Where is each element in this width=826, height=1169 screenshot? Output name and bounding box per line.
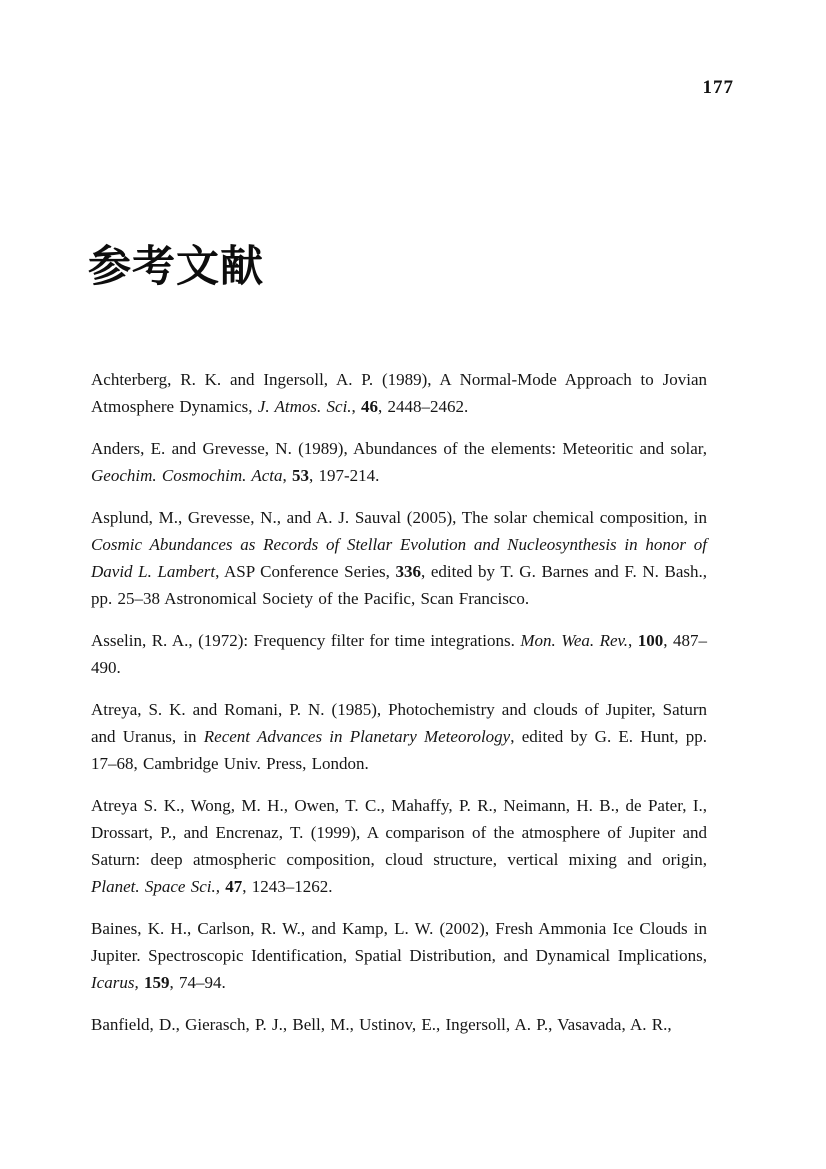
reference-text-normal: , edited by T. G. Barnes and F. N. Bash., pp. 25–38 Astronomical Society of the Pacific, Scan Francisco.: [91, 562, 707, 608]
reference-entry: [91, 366, 707, 420]
reference-text-normal: Banfield, D., Gierasch, P. J., Bell, M., Ustinov, E., Ingersoll, A. P., Vasavada, A. R.,: [91, 1015, 672, 1034]
reference-text-italic: Mon. Wea. Rev.: [520, 631, 629, 650]
reference-text-normal: Asplund, M., Grevesse, N., and A. J. Sauval (2005), The solar chemical composition, in: [91, 508, 707, 527]
reference-text-bold: 53: [292, 466, 309, 485]
reference-text-italic: Cosmic Abundances as Records of Stellar Evolution and Nucleosynthesis in honor of David L. Lambert: [91, 535, 707, 581]
reference-text-italic: Planet. Space Sci.,: [91, 877, 220, 896]
reference-text-normal: Achterberg, R. K. and Ingersoll, A. P. (1989), A Normal-Mode Approach to Jovian Atmosphere Dynamics,: [91, 370, 707, 416]
reference-text-bold: 100: [637, 631, 664, 650]
reference-text-normal: , 1243–1262.: [242, 877, 333, 896]
reference-text-normal: Atreya, S. K. and Romani, P. N. (1985), Photochemistry and clouds of Jupiter, Saturn and Uranus, in: [91, 700, 707, 746]
reference-text-normal: ,: [351, 397, 362, 416]
reference-text-normal: , edited by G. E. Hunt, pp. 17–68, Cambridge Univ. Press, London.: [91, 727, 708, 773]
reference-text-italic: J. Atmos. Sci.: [257, 397, 352, 416]
reference-text-normal: Anders, E. and Grevesse, N. (1989), Abundances of the elements: Meteoritic and solar,: [91, 439, 707, 458]
page-number: 177: [702, 77, 734, 98]
reference-text-normal: , 197-214.: [309, 466, 380, 485]
reference-text-normal: , ASP Conference Series,: [215, 562, 396, 581]
references-list: [91, 366, 707, 1038]
reference-text-italic: Recent Advances in Planetary Meteorology: [203, 727, 511, 746]
reference-text-normal: , 2448–2462.: [378, 397, 469, 416]
reference-text-bold: 46: [361, 397, 379, 416]
reference-text-bold: 159: [143, 973, 170, 992]
reference-text-normal: , 487–490.: [91, 631, 708, 677]
reference-text-normal: , 74–94.: [169, 973, 226, 992]
chapter-title: 参考文献: [88, 241, 264, 292]
reference-text-italic: Geochim. Cosmochim. Acta: [91, 466, 283, 485]
reference-text-normal: ,: [628, 631, 638, 650]
reference-text-bold: 47: [225, 877, 243, 896]
reference-text-normal: Atreya S. K., Wong, M. H., Owen, T. C., Mahaffy, P. R., Neimann, H. B., de Pater, I., Drossart, P., and Encrenaz, T. (1999), A comparison of the atmosphere of Jupiter and Saturn: deep atmospheric composition, cloud structure, vertical mixing and origin,: [91, 796, 707, 869]
reference-entry: [91, 435, 707, 489]
reference-entry: [91, 627, 707, 681]
reference-text-normal: ,: [282, 466, 292, 485]
reference-entry: [91, 504, 707, 612]
reference-text-bold: 336: [395, 562, 422, 581]
reference-entry: [91, 792, 707, 900]
reference-entry: [91, 1011, 707, 1038]
reference-entry: [91, 915, 707, 996]
reference-text-normal: Asselin, R. A., (1972): Frequency filter for time integrations.: [91, 631, 521, 650]
reference-text-italic: Icarus,: [91, 973, 139, 992]
reference-entry: [91, 696, 707, 777]
reference-text-normal: Baines, K. H., Carlson, R. W., and Kamp, L. W. (2002), Fresh Ammonia Ice Clouds in Jupiter. Spectroscopic Identification, Spatial Distribution, and Dynamical Implications,: [91, 919, 707, 965]
